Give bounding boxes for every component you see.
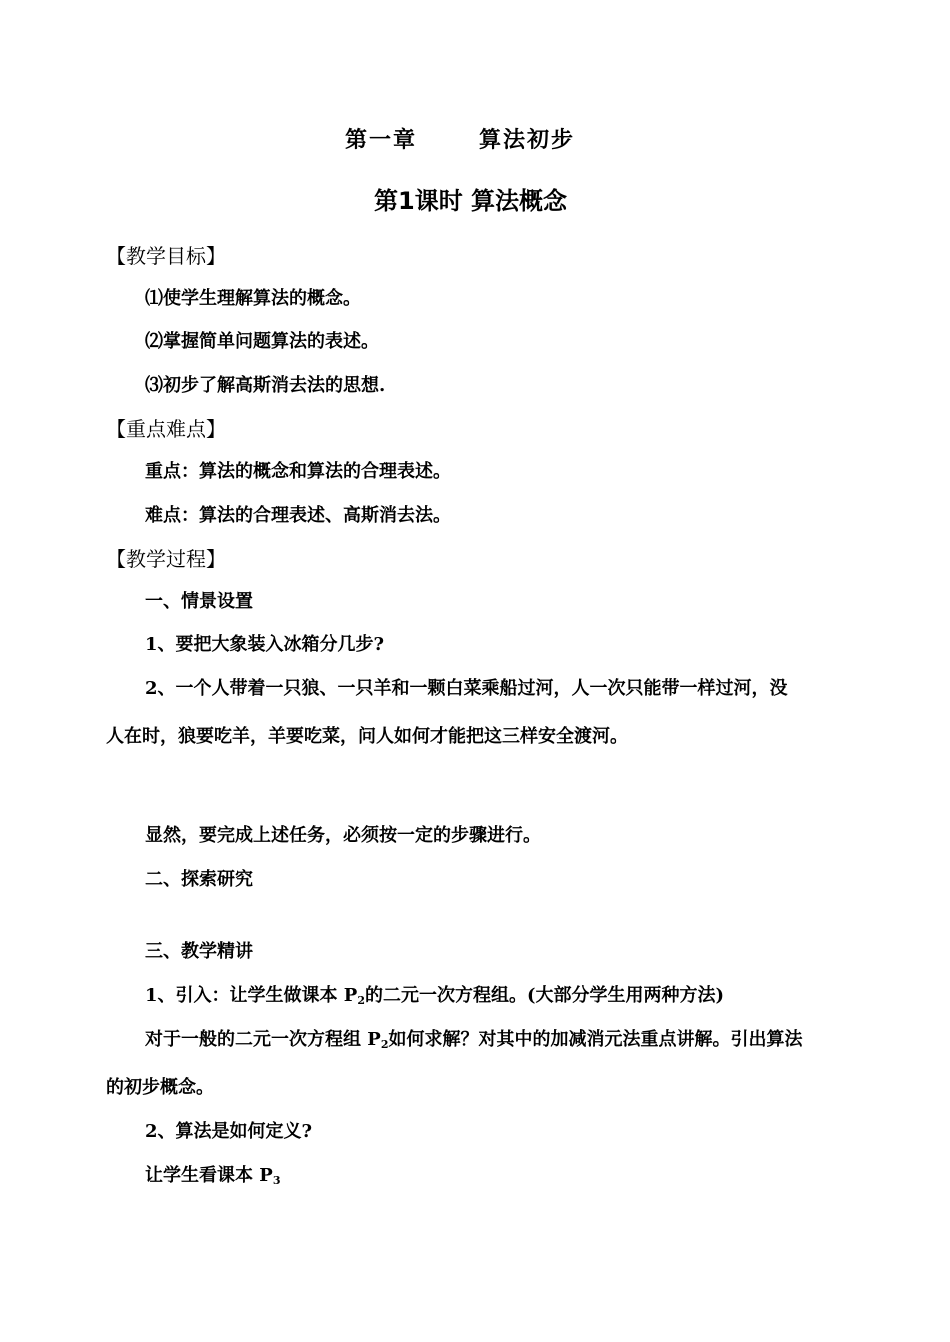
goal-item-2: ⑵掌握简单问题算法的表述。 xyxy=(145,331,379,352)
chapter-title xyxy=(345,128,575,152)
paragraph-intro-text-a: 1、引入：让学生做课本 P xyxy=(145,985,358,1006)
goal-item-1: ⑴使学生理解算法的概念。 xyxy=(145,288,361,309)
key-point-item-1: 重点：算法的概念和算法的合理表述。 xyxy=(145,461,451,482)
subsection-teaching: 三、教学精讲 xyxy=(145,941,253,962)
key-point-item-2: 难点：算法的合理表述、高斯消去法。 xyxy=(145,505,451,526)
conclusion-text: 显然，要完成上述任务，必须按一定的步骤进行。 xyxy=(145,825,541,846)
section-heading-goals: 【教学目标】 xyxy=(106,244,226,268)
paragraph-intro-text-b: 的二元一次方程组。(大部分学生用两种方法) xyxy=(364,985,725,1006)
subsection-explore: 二、探索研究 xyxy=(145,869,253,890)
paragraph-intro xyxy=(145,984,724,1008)
subsection-scenario: 一、情景设置 xyxy=(145,591,253,612)
paragraph-read-book-text: 让学生看课本 P xyxy=(145,1165,273,1186)
question-2-line-1: 2、一个人带着一只狼、一只羊和一颗白菜乘船过河，人一次只能带一样过河，没 xyxy=(145,678,788,699)
section-heading-process: 【教学过程】 xyxy=(106,547,226,571)
page-subscript: 3 xyxy=(272,1174,281,1187)
page-subscript: 2 xyxy=(380,1038,389,1051)
page-subscript: 2 xyxy=(357,994,365,1007)
question-definition: 2、算法是如何定义? xyxy=(145,1121,313,1142)
paragraph-general-text-b: 如何求解？对其中的加减消元法重点讲解。引出算法 xyxy=(388,1029,803,1050)
paragraph-general-text-a: 对于一般的二元一次方程组 P xyxy=(145,1029,381,1050)
section-heading-key-points: 【重点难点】 xyxy=(106,417,226,441)
chapter-number: 第一章 xyxy=(345,127,418,153)
question-1: 1、要把大象装入冰箱分几步? xyxy=(145,634,385,655)
paragraph-general-line-2: 的初步概念。 xyxy=(106,1077,214,1098)
paragraph-read-book xyxy=(145,1164,280,1188)
paragraph-general-line-1 xyxy=(145,1028,802,1052)
question-2-line-2: 人在时，狼要吃羊，羊要吃菜，问人如何才能把这三样安全渡河。 xyxy=(106,726,628,747)
chapter-name: 算法初步 xyxy=(479,127,576,153)
goal-item-3: ⑶初步了解高斯消去法的思想. xyxy=(145,375,386,396)
lesson-title: 第1课时 算法概念 xyxy=(374,187,568,215)
